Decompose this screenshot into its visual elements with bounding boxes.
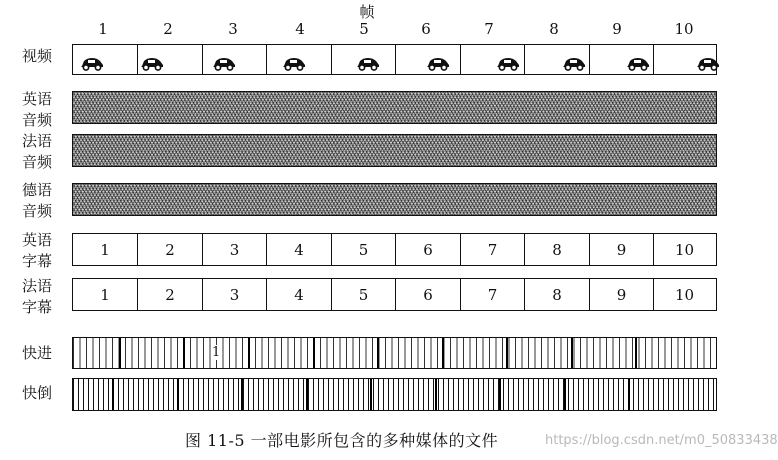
frame-number: 5 [359, 20, 369, 38]
audio-fr-label [22, 131, 70, 173]
sub-fr-track [72, 278, 717, 311]
frame-number: 2 [163, 20, 173, 38]
audio-en-label [22, 89, 70, 131]
audio-de-track [72, 183, 717, 216]
sub-fr-label-line1: 法语 [22, 277, 53, 295]
fast-forward-track [72, 337, 717, 369]
car-icon [281, 55, 307, 71]
audio-en-label-line2: 音频 [22, 111, 53, 129]
subtitle-cell: 3 [202, 234, 266, 265]
subtitle-cell: 3 [202, 279, 266, 310]
subtitle-cell: 10 [653, 279, 715, 310]
subtitle-cell: 9 [589, 279, 653, 310]
car-icon [425, 55, 451, 71]
frames-title: 帧 [359, 3, 375, 21]
subtitle-cell: 6 [395, 234, 460, 265]
frame-number: 6 [421, 20, 431, 38]
rewind-label: 快倒 [22, 384, 53, 402]
frame-number: 8 [549, 20, 559, 38]
subtitle-cell: 1 [100, 240, 110, 259]
rewind-track [72, 378, 717, 411]
sub-fr-label-line2: 字幕 [22, 298, 53, 316]
car-icon [695, 55, 721, 71]
subtitle-cell: 1 [100, 285, 110, 304]
sub-en-track [72, 233, 717, 266]
audio-fr-label-line2: 音频 [22, 153, 53, 171]
frame-number: 3 [228, 20, 238, 38]
car-icon [139, 55, 165, 71]
watermark: https://blog.csdn.net/m0_50833438 [545, 433, 778, 448]
fast-forward-label: 快进 [22, 344, 53, 362]
subtitle-cell: 7 [460, 234, 524, 265]
subtitle-cell: 5 [331, 234, 395, 265]
subtitle-cell: 4 [266, 234, 331, 265]
audio-fr-label-line1: 法语 [22, 132, 53, 150]
frame-number: 9 [612, 20, 622, 38]
audio-de-label-line2: 音频 [22, 202, 53, 220]
audio-en-label-line1: 英语 [22, 90, 53, 108]
figure-caption: 图 11-5 一部电影所包含的多种媒体的文件 [185, 431, 499, 450]
subtitle-cell: 8 [524, 234, 589, 265]
subtitle-cell: 10 [653, 234, 715, 265]
sub-en-label-line1: 英语 [22, 231, 53, 249]
car-icon [355, 55, 381, 71]
audio-de-label-line1: 德语 [22, 181, 53, 199]
audio-de-label [22, 180, 70, 222]
subtitle-cell: 2 [137, 279, 202, 310]
car-icon [495, 55, 521, 71]
car-icon [211, 55, 237, 71]
frame-number: 1 [98, 20, 108, 38]
subtitle-cell: 8 [524, 279, 589, 310]
fast-forward-marker: 1 [212, 345, 221, 360]
subtitle-cell: 6 [395, 279, 460, 310]
audio-en-track [72, 91, 717, 124]
subtitle-cell: 2 [137, 234, 202, 265]
frame-number: 10 [674, 20, 694, 38]
subtitle-cell: 4 [266, 279, 331, 310]
frame-number: 4 [295, 20, 305, 38]
sub-en-label-line2: 字幕 [22, 252, 53, 270]
subtitle-cell: 5 [331, 279, 395, 310]
video-track [72, 44, 717, 75]
car-icon [79, 55, 105, 71]
frame-number: 7 [484, 20, 494, 38]
subtitle-cell: 9 [589, 234, 653, 265]
sub-en-label [22, 230, 70, 272]
audio-fr-track [72, 134, 717, 167]
subtitle-cell: 7 [460, 279, 524, 310]
video-label: 视频 [22, 47, 53, 65]
sub-fr-label [22, 276, 70, 318]
car-icon [561, 55, 587, 71]
car-icon [625, 55, 651, 71]
